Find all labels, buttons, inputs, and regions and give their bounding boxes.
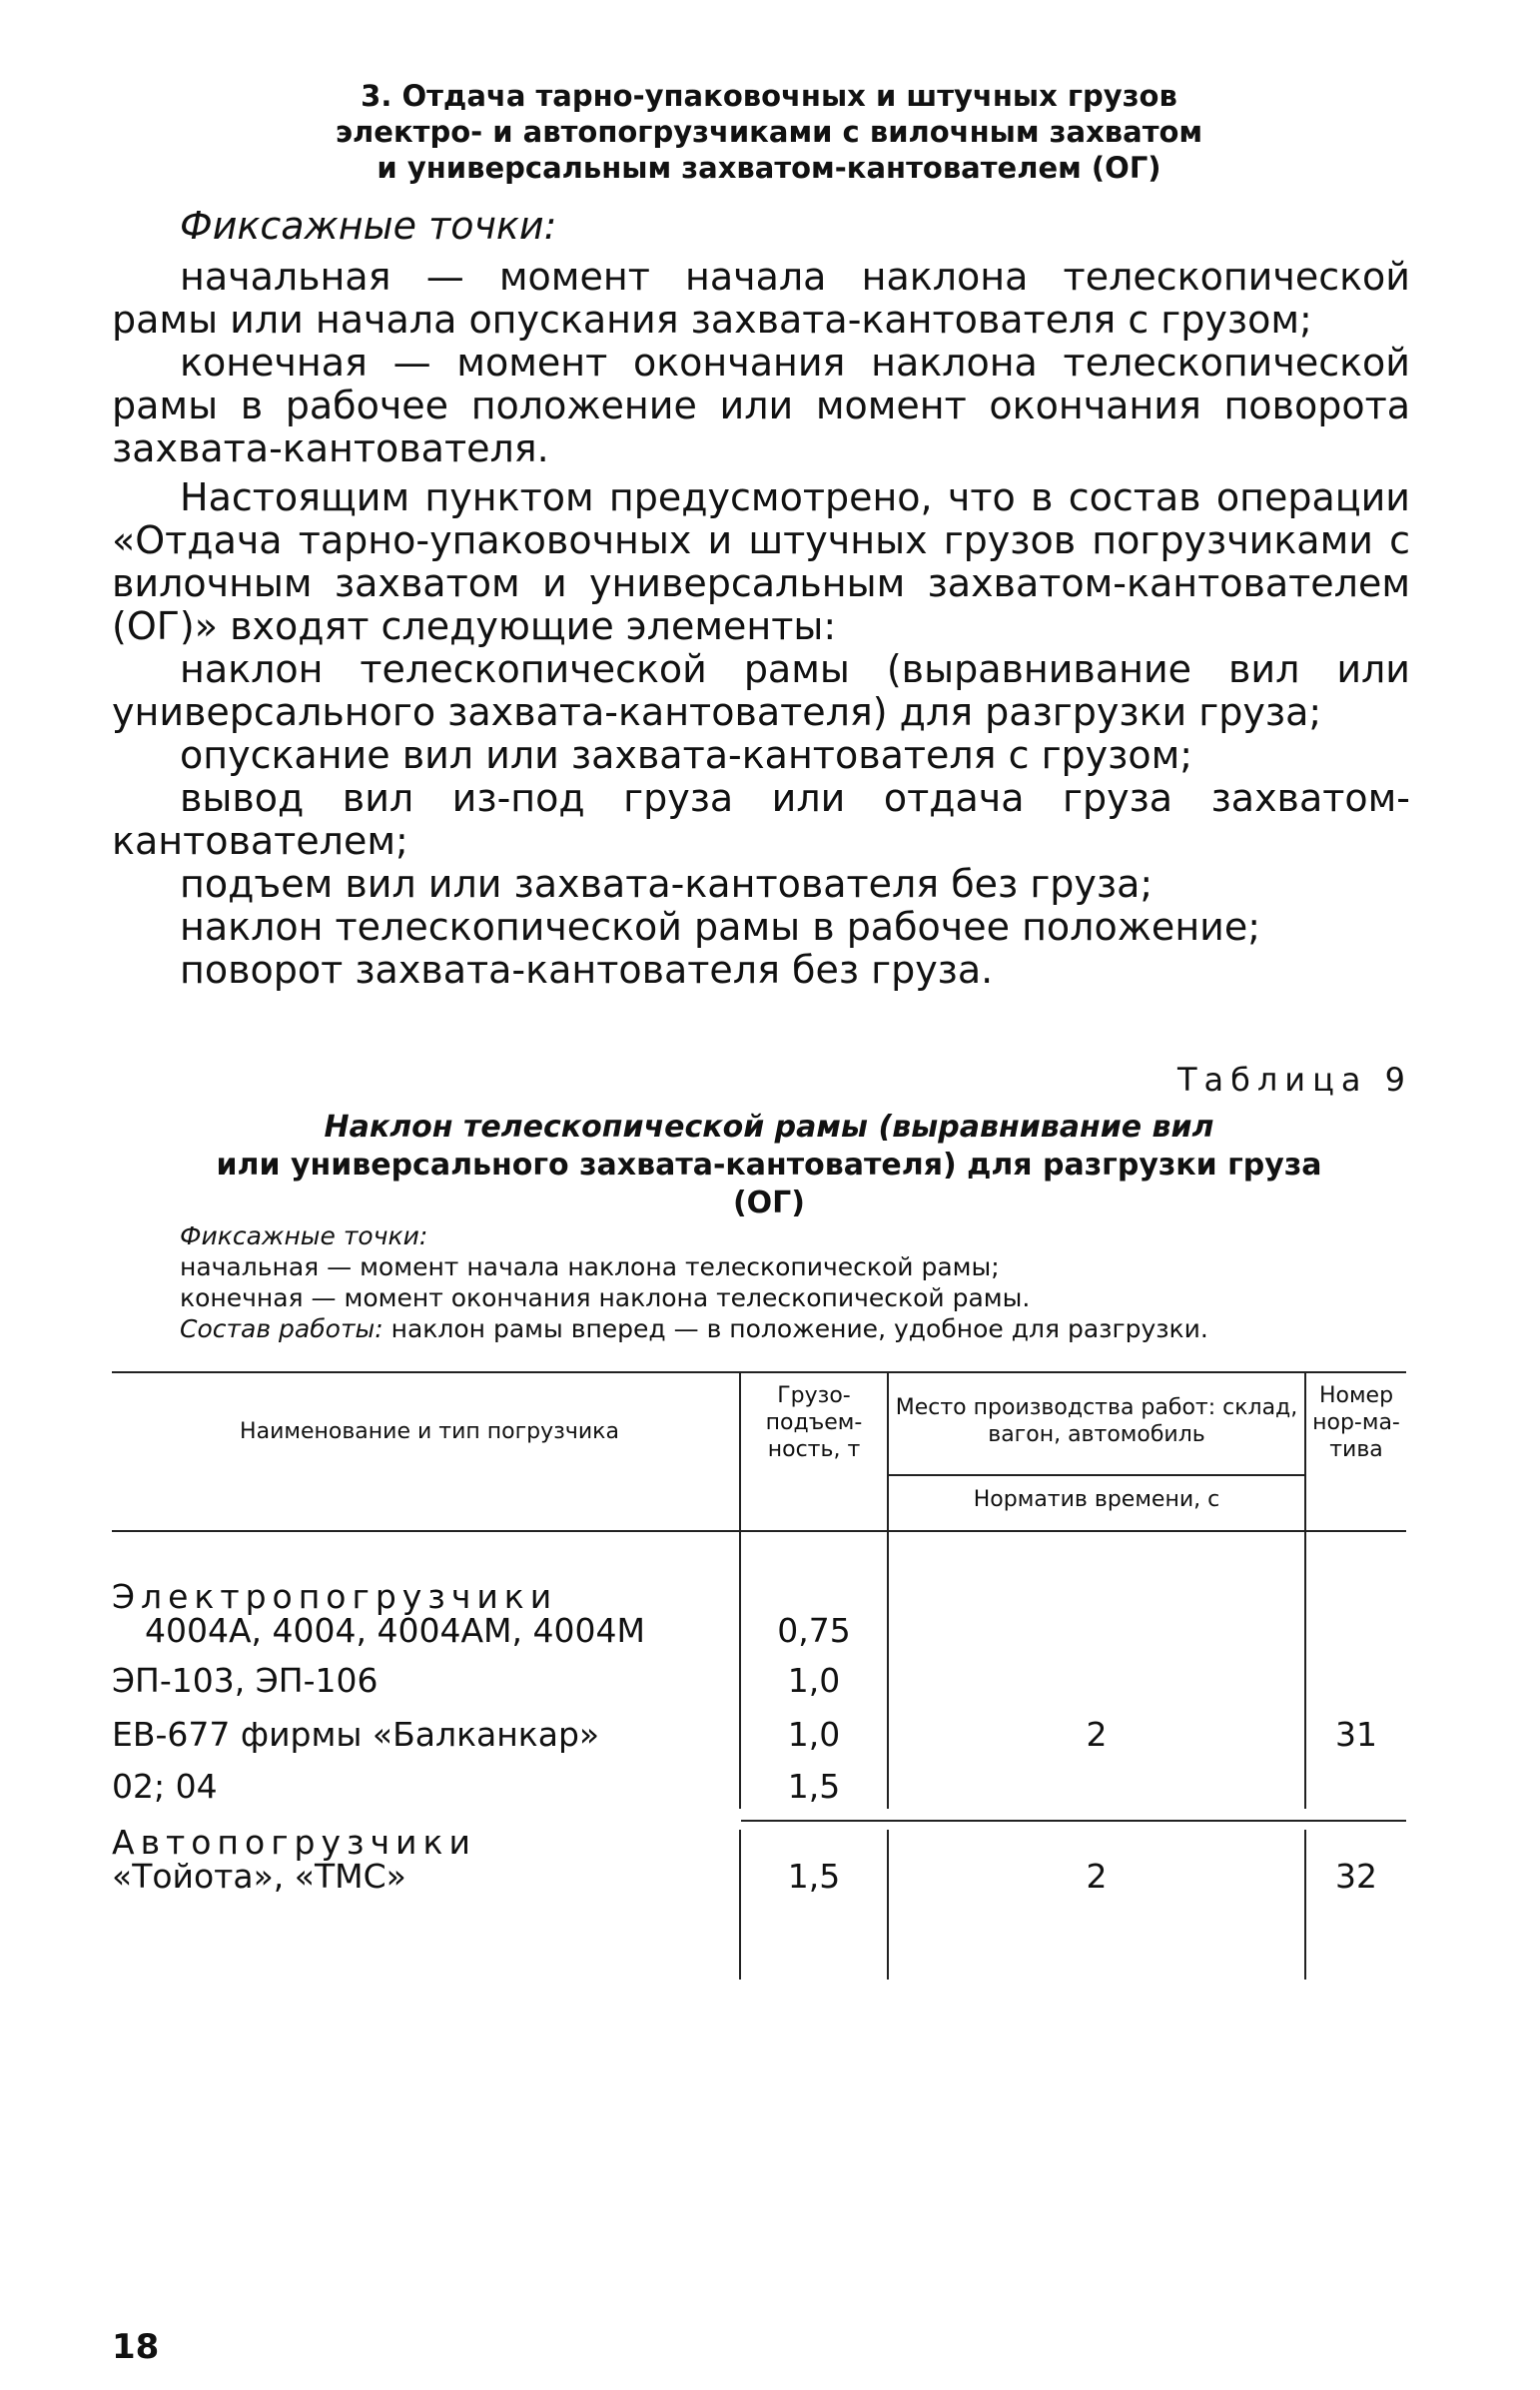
list-item: опускание вил или захвата-кантователя с грузом; (180, 733, 1193, 777)
header-loader-name: Наименование и тип погрузчика (240, 1419, 619, 1444)
time-norm-value: 2 (1086, 1857, 1108, 1896)
table-note: начальная — момент начала наклона телескопической рамы; (180, 1252, 1000, 1281)
capacity-value: 1,0 (787, 1661, 841, 1700)
table-notes (180, 1220, 1418, 1344)
table-title-line: или универсального захвата-кантователя) для разгрузки груза (ОГ) (216, 1148, 1322, 1220)
section-title-line: электро- и автопогрузчиками с вилочным захватом (335, 115, 1203, 149)
paragraph-end-point: конечная — момент окончания наклона телескопической рамы в рабочее положение или момент окончания поворота захвата-кантователя. (112, 341, 1410, 470)
loader-name: 4004А, 4004, 4004АМ, 4004М (145, 1611, 645, 1650)
work-label: Состав работы: (180, 1314, 384, 1343)
body-text (112, 205, 1410, 992)
paragraph-composition: Настоящим пунктом предусмотрено, что в состав операции «Отдача тарно-упаковочных и штучных грузов погрузчиками с вилочным захватом и универсальным захватом-кантователем (ОГ)» входят следующие элементы: (112, 475, 1410, 648)
col-divider (1304, 1830, 1306, 1980)
table-title (180, 1109, 1358, 1222)
table-number: Таблица 9 (1176, 1061, 1412, 1099)
header-time-norm: Норматив времени, с (973, 1487, 1220, 1512)
col-divider (739, 1830, 741, 1980)
list-item: подъем вил или захвата-кантователя без груза; (180, 862, 1154, 906)
page-number: 18 (112, 2327, 160, 2367)
capacity-value: 1,5 (787, 1857, 841, 1896)
table-work-line (180, 1313, 1418, 1344)
work-text: наклон рамы вперед — в положение, удобное для разгрузки. (390, 1314, 1208, 1343)
list-item: наклон телескопической рамы в рабочее положение; (180, 905, 1261, 949)
loader-name: 02; 04 (112, 1767, 218, 1806)
list-item: вывод вил из-под груза или отдача груза захватом-кантователем; (112, 776, 1410, 863)
header-sub-rule (887, 1474, 1304, 1476)
loader-name: ЕВ-677 фирмы «Балканкар» (112, 1715, 600, 1754)
col-divider (887, 1830, 889, 1980)
capacity-value: 1,5 (787, 1767, 841, 1806)
table-note: конечная — момент окончания наклона телескопической рамы. (180, 1283, 1031, 1312)
header-bottom-rule (112, 1530, 1406, 1532)
list-item: наклон телескопической рамы (выравнивание вил или универсального захвата-кантователя) для разгрузки груза; (112, 647, 1410, 734)
time-norm-value: 2 (1086, 1715, 1108, 1754)
section-title (200, 78, 1338, 186)
fixation-label: Фиксажные точки: (180, 204, 557, 248)
header-norm-number: Номер нор-ма-тива (1312, 1383, 1400, 1462)
capacity-value: 0,75 (777, 1611, 851, 1650)
table-title-line: Наклон телескопической рамы (выравнивание вил (324, 1110, 1214, 1145)
table-fixation-label: Фиксажные точки: (180, 1221, 428, 1250)
section-title-line: и универсальным захватом-кантователем (ОГ) (377, 151, 1161, 185)
norm-number-value: 32 (1335, 1857, 1377, 1896)
norm-number-value: 31 (1335, 1715, 1377, 1754)
loader-name: «Тойота», «ТМС» (112, 1857, 406, 1896)
group-label-auto: Автопогрузчики (112, 1823, 476, 1862)
group-label-electro: Электропогрузчики (112, 1577, 558, 1616)
list-item: поворот захвата-кантователя без груза. (180, 948, 994, 992)
header-workplace: Место производства работ: склад, вагон, автомобиль (895, 1395, 1298, 1447)
header-capacity: Грузо-подъем-ность, т (765, 1383, 863, 1462)
paragraph-start-point: начальная — момент начала наклона телескопической рамы или начала опускания захвата-кантователя с грузом; (112, 255, 1410, 342)
loader-name: ЭП-103, ЭП-106 (112, 1661, 379, 1700)
group-divider-rule (741, 1820, 1406, 1822)
table-top-rule (112, 1371, 1406, 1373)
capacity-value: 1,0 (787, 1715, 841, 1754)
section-title-line: 3. Отдача тарно-упаковочных и штучных грузов (361, 79, 1177, 113)
